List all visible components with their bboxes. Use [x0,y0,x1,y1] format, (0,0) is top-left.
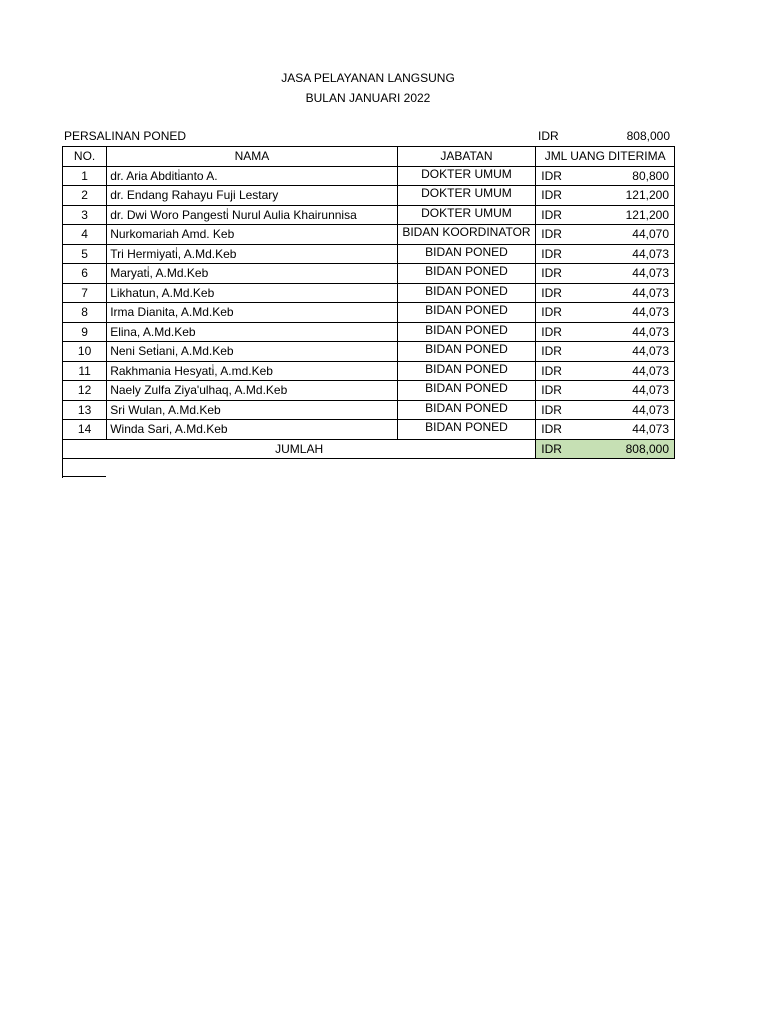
row-amount: 121,200 [625,207,669,222]
section-amount: 808,000 [626,129,670,143]
table-row [63,225,675,245]
row-amount-cell [536,205,675,225]
total-label: JUMLAH [63,439,536,459]
row-amount-cell [536,244,675,264]
row-jabatan: BIDAN PONED [397,283,536,303]
document-title: JASA PELAYANAN LANGSUNG [281,71,455,85]
blank-cell [63,459,675,478]
row-no: 1 [63,166,107,186]
table-row [63,420,675,440]
row-amount-cell [536,400,675,420]
table-row [63,342,675,362]
row-jabatan: BIDAN PONED [397,361,536,381]
row-jabatan: DOKTER UMUM [397,166,536,186]
row-nama: dr. Endang Rahayu Fuji Lestary [107,186,397,206]
row-amount: 80,800 [632,168,669,183]
row-no: 13 [63,400,107,420]
row-nama: dr. Aria Abditi̇anto A. [107,166,397,186]
table-row [63,381,675,401]
column-header-no: NO. [63,147,107,167]
document-subtitle: BULAN JANUARI 2022 [305,91,431,105]
row-amount-cell [536,186,675,206]
table-body [63,166,675,439]
row-no: 3 [63,205,107,225]
row-nama: Sri Wulan, A.Md.Keb [107,400,397,420]
table-row [63,322,675,342]
row-jabatan: BIDAN PONED [397,264,536,284]
row-nama: Irma Dianita, A.Md.Keb [107,303,397,323]
section-label: PERSALINAN PONED [64,129,187,143]
row-amount: 44,073 [632,324,669,339]
row-no: 7 [63,283,107,303]
table-row [63,400,675,420]
row-currency: IDR [541,402,562,417]
row-amount-cell [536,322,675,342]
row-amount-cell [536,225,675,245]
table-row [63,361,675,381]
total-amount: 808,000 [625,441,669,456]
row-amount: 44,073 [632,305,669,320]
table-row [63,303,675,323]
underline-rule [62,476,106,477]
row-currency: IDR [541,227,562,242]
row-currency: IDR [541,363,562,378]
row-jabatan: BIDAN PONED [397,303,536,323]
row-jabatan: DOKTER UMUM [397,186,536,206]
row-currency: IDR [541,266,562,281]
table-row [63,166,675,186]
row-currency: IDR [541,422,562,437]
column-header-jabatan: JABATAN [397,147,536,167]
table-row [63,186,675,206]
row-amount-cell [536,283,675,303]
row-currency: IDR [541,246,562,261]
row-nama: Naely Zulfa Ziya'ulhaq, A.Md.Keb [107,381,397,401]
row-nama: Tri Hermiyati̇, A.Md.Keb [107,244,397,264]
row-no: 5 [63,244,107,264]
row-jabatan: BIDAN PONED [397,400,536,420]
row-amount-cell [536,303,675,323]
table-row [63,283,675,303]
row-amount: 121,200 [625,188,669,203]
row-amount: 44,073 [632,363,669,378]
blank-row [63,459,675,478]
row-nama: Nurkomariah Amd. Keb [107,225,397,245]
row-nama: Likhatun, A.Md.Keb [107,283,397,303]
row-nama: Rakhmania Hesyati̇, A.md.Keb [107,361,397,381]
row-amount-cell [536,166,675,186]
row-jabatan: BIDAN PONED [397,342,536,362]
payment-table [62,146,675,478]
section-currency: IDR [538,129,559,143]
row-jabatan: BIDAN KOORDINATOR [397,225,536,245]
row-amount: 44,073 [632,383,669,398]
row-amount: 44,073 [632,285,669,300]
row-no: 4 [63,225,107,245]
row-nama: dr. Dwi Woro Pangesti̇ Nurul Aulia Khairunnisa [107,205,397,225]
row-jabatan: DOKTER UMUM [397,205,536,225]
total-amount-cell [536,439,675,459]
row-no: 12 [63,381,107,401]
row-no: 14 [63,420,107,440]
row-no: 6 [63,264,107,284]
row-currency: IDR [541,383,562,398]
row-amount-cell [536,361,675,381]
row-nama: Winda Sari, A.Md.Keb [107,420,397,440]
row-no: 10 [63,342,107,362]
table-row [63,244,675,264]
row-amount: 44,073 [632,246,669,261]
row-nama: Elina, A.Md.Keb [107,322,397,342]
row-amount-cell [536,381,675,401]
row-currency: IDR [541,305,562,320]
row-nama: Maryati̇, A.Md.Keb [107,264,397,284]
row-currency: IDR [541,207,562,222]
row-amount-cell [536,420,675,440]
table-row [63,264,675,284]
table-header-row [63,147,675,167]
row-amount-cell [536,342,675,362]
total-currency: IDR [541,441,562,456]
row-amount-cell [536,264,675,284]
row-nama: Neni Seti̇ani, A.Md.Keb [107,342,397,362]
row-currency: IDR [541,188,562,203]
table-row [63,205,675,225]
row-jabatan: BIDAN PONED [397,322,536,342]
row-no: 8 [63,303,107,323]
row-no: 9 [63,322,107,342]
row-amount: 44,073 [632,344,669,359]
row-currency: IDR [541,344,562,359]
row-currency: IDR [541,285,562,300]
row-amount: 44,073 [632,266,669,281]
row-amount: 44,070 [632,227,669,242]
row-amount: 44,073 [632,422,669,437]
row-currency: IDR [541,324,562,339]
row-jabatan: BIDAN PONED [397,381,536,401]
column-header-nama: NAMA [107,147,397,167]
row-no: 2 [63,186,107,206]
total-row [63,439,675,459]
row-jabatan: BIDAN PONED [397,420,536,440]
row-no: 11 [63,361,107,381]
row-jabatan: BIDAN PONED [397,244,536,264]
row-amount: 44,073 [632,402,669,417]
column-header-jml: JML UANG DITERIMA [536,147,675,167]
row-currency: IDR [541,168,562,183]
